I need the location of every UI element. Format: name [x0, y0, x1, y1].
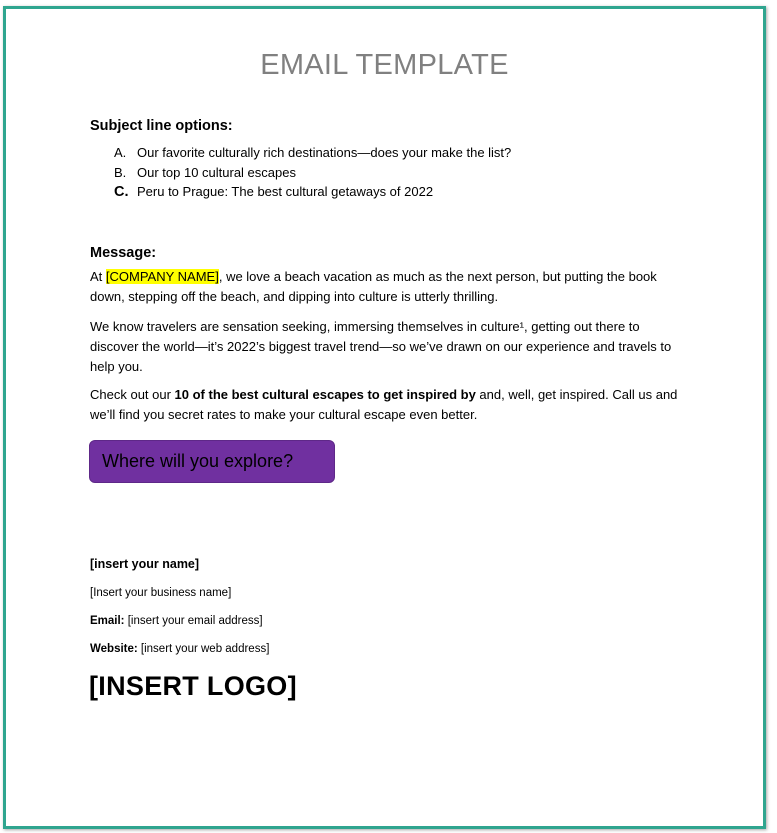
message-paragraph-2: We know travelers are sensation seeking, immersing themselves in culture¹, getting out there to discover the world—it’s 2022’s biggest travel trend—so we’ve drawn on our experience and travels to help you.	[90, 319, 672, 374]
list-marker: C.	[114, 184, 129, 200]
list-marker: B.	[114, 164, 127, 180]
p3-rest: and, well, get inspired. Call us and we’ll find you secret rates to make your cultural escape even better.	[90, 387, 678, 422]
subject-option-text: Our top 10 cultural escapes	[137, 164, 296, 180]
subject-heading: Subject line options:	[90, 118, 233, 134]
signature-website	[90, 643, 269, 655]
subject-option	[114, 143, 511, 163]
logo-placeholder: [INSERT LOGO]	[89, 671, 297, 701]
email-template-page	[6, 9, 763, 826]
page-title: EMAIL TEMPLATE	[260, 49, 509, 81]
p3-prefix: Check out our	[90, 387, 175, 402]
signature-email	[90, 615, 263, 627]
subject-options-list	[114, 143, 511, 202]
website-label: Website:	[90, 643, 138, 655]
p1-rest: , we love a beach vacation as much as the next person, but putting the book down, stepping off the beach, and dipping into culture is utterly thrilling.	[90, 269, 657, 304]
message-heading: Message:	[90, 245, 157, 261]
cta-button[interactable]: Where will you explore?	[89, 440, 335, 483]
p3-bold-link-text: 10 of the best cultural escapes to get inspired by	[174, 387, 476, 402]
website-value: [insert your web address]	[137, 643, 270, 655]
message-paragraph-3	[90, 385, 690, 425]
message-paragraph-1	[90, 267, 690, 307]
p1-prefix: At	[90, 269, 106, 284]
company-name-placeholder: [COMPANY NAME]	[105, 269, 219, 284]
subject-option-text: Our favorite culturally rich destinations—does your make the list?	[137, 145, 512, 160]
subject-option-text: Peru to Prague: The best cultural getaways of 2022	[137, 184, 434, 199]
subject-option	[114, 182, 511, 202]
signature-business: [Insert your business name]	[90, 587, 232, 599]
email-label: Email:	[90, 615, 125, 627]
document-frame	[3, 6, 766, 829]
email-value: [insert your email address]	[124, 615, 263, 627]
subject-option	[114, 163, 511, 183]
signature-name: [insert your name]	[90, 557, 200, 571]
list-marker: A.	[114, 145, 127, 160]
